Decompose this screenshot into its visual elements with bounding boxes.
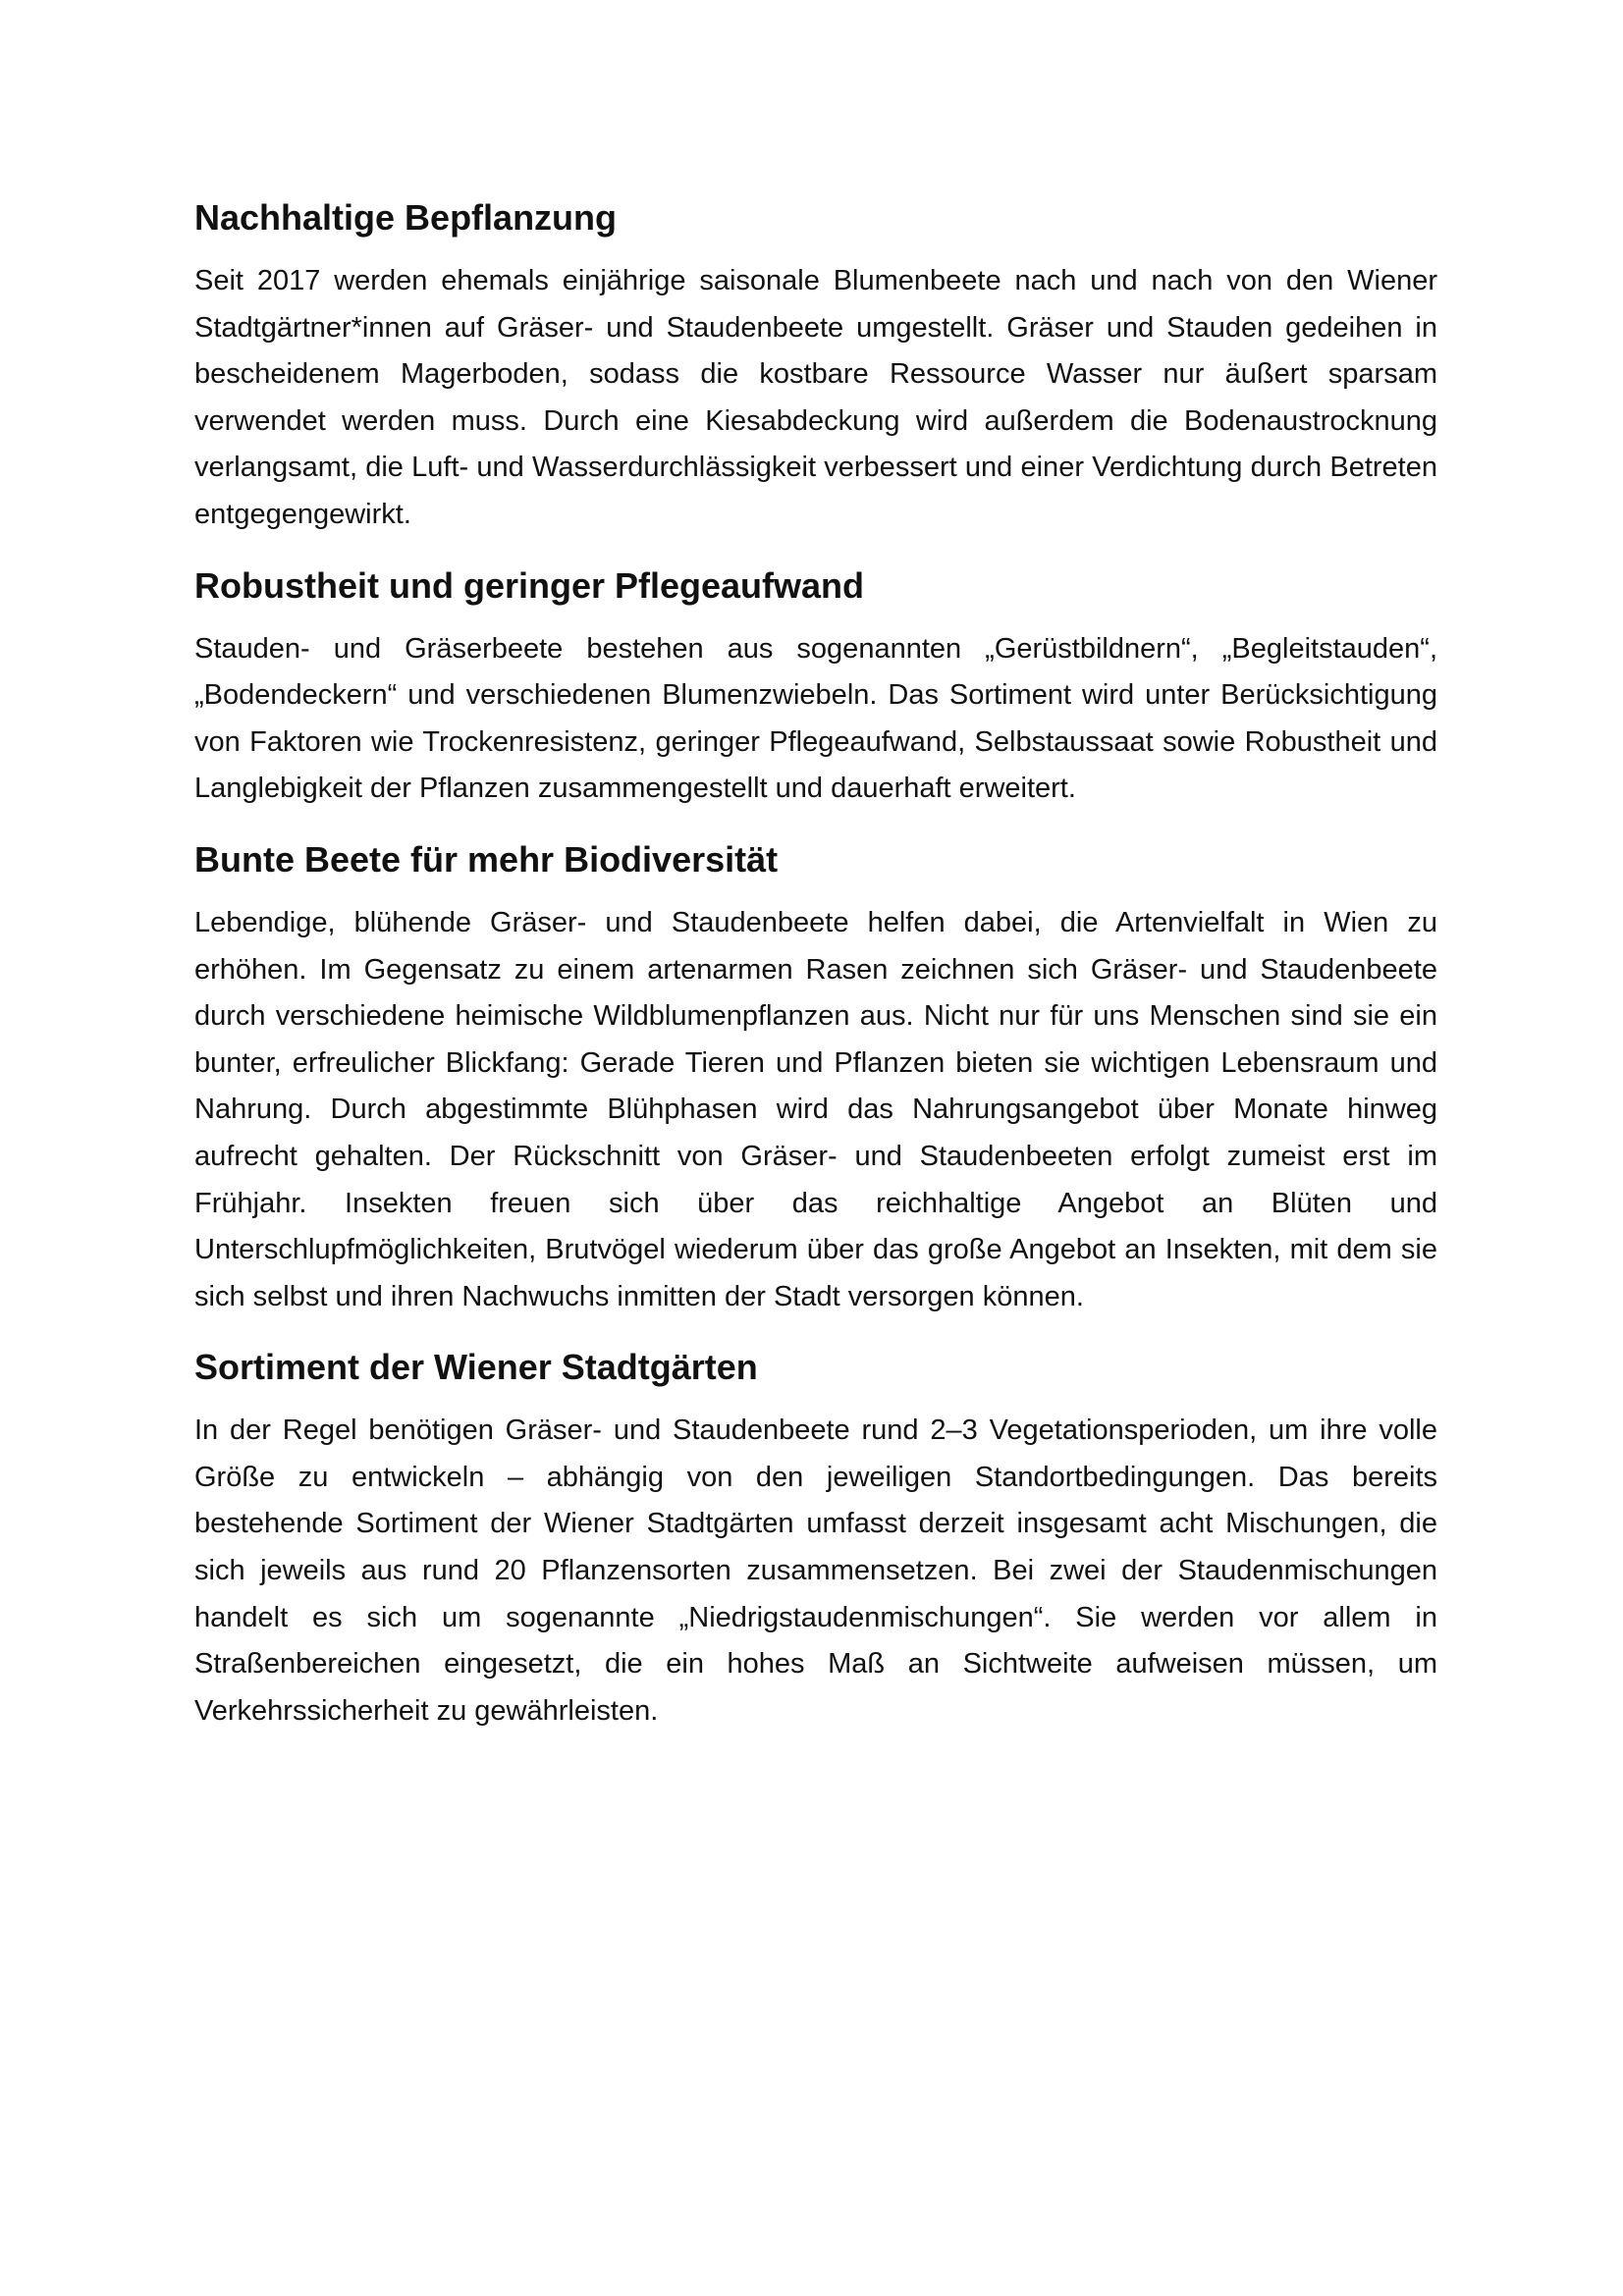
section-paragraph-nachhaltige-bepflanzung: Seit 2017 werden ehemals einjährige saisonale Blumenbeete nach und nach von den Wiener Stadtgärtner*innen auf Gräser- und Staudenbeete umgestellt. Gräser und Stauden gedeihen in bescheidenem Magerboden, sodass die kostbare Ressource Wasser nur äußert sparsam verwendet werden muss. Durch eine Kiesabdeckung wird außerdem die Bodenaustrocknung verlangsamt, die Luft- und Wasserdurchlässigkeit verbessert und einer Verdichtung durch Betreten entgegengewirkt. <box>194 265 1437 530</box>
section-heading-nachhaltige-bepflanzung: Nachhaltige Bepflanzung <box>194 197 618 238</box>
section-heading-sortiment: Sortiment der Wiener Stadtgärten <box>194 1347 758 1388</box>
document-page <box>194 194 1437 1735</box>
section-paragraph-sortiment: In der Regel benötigen Gräser- und Staudenbeete rund 2–3 Vegetationsperioden, um ihre volle Größe zu entwickeln – abhängig von den jeweiligen Standortbedingungen. Das bereits bestehende Sortiment der Wiener Stadtgärten umfasst derzeit insgesamt acht Mischungen, die sich jeweils aus rund 20 Pflanzensorten zusammensetzen. Bei zwei der Staudenmischungen handelt es sich um sogenannte „Niedrigstaudenmischungen“. Sie werden vor allem in Straßenbereichen eingesetzt, die ein hohes Maß an Sichtweite aufweisen müssen, um Verkehrssicherheit zu gewährleisten. <box>194 1415 1437 1727</box>
section-paragraph-biodiversitaet: Lebendige, blühende Gräser- und Staudenbeete helfen dabei, die Artenvielfalt in Wien zu erhöhen. Im Gegensatz zu einem artenarmen Rasen zeichnen sich Gräser- und Staudenbeete durch verschiedene heimische Wildblumenpflanzen aus. Nicht nur für uns Menschen sind sie ein bunter, erfreulicher Blickfang: Gerade Tieren und Pflanzen bieten sie wichtigen Lebensraum und Nahrung. Durch abgestimmte Blühphasen wird das Nahrungsangebot über Monate hinweg aufrecht gehalten. Der Rückschnitt von Gräser- und Staudenbeeten erfolgt zumeist erst im Frühjahr. Insekten freuen sich über das reichhaltige Angebot an Blüten und Unterschlupfmöglichkeiten, Brutvögel wiederum über das große Angebot an Insekten, mit dem sie sich selbst und ihren Nachwuchs inmitten der Stadt versorgen können. <box>194 906 1437 1312</box>
section-heading-biodiversitaet: Bunte Beete für mehr Biodiversität <box>194 838 779 880</box>
section-heading-robustheit: Robustheit und geringer Pflegeaufwand <box>194 564 865 606</box>
section-paragraph-robustheit: Stauden- und Gräserbeete bestehen aus sogenannten „Gerüstbildnern“, „Begleitstauden“, „Bodendeckern“ und verschiedenen Blumenzwiebeln. Das Sortiment wird unter Berücksichtigung von Faktoren wie Trockenresistenz, geringer Pflegeaufwand, Selbstaussaat sowie Robustheit und Langlebigkeit der Pflanzen zusammengestellt und dauerhaft erweitert. <box>194 632 1437 805</box>
